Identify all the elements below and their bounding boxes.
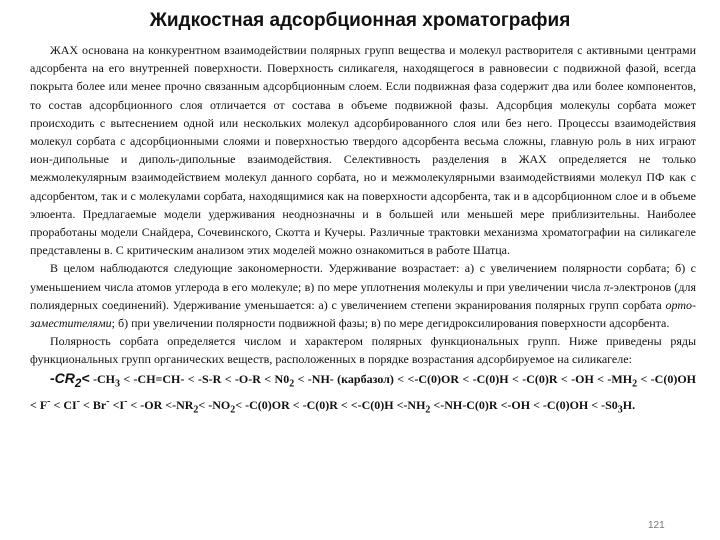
series-part: H.: [622, 398, 636, 413]
series-part: < -C(0)OH < F: [30, 371, 696, 413]
series-head-sub: 2: [74, 376, 82, 390]
regularities-text-3: ; б) при увеличении полярности подвижной фазы; в) по мере дегидроксилирования поверхности адсорбента.: [111, 316, 670, 331]
series-head: [50, 369, 90, 390]
series-head-lt: <: [81, 369, 90, 386]
series-sub: 2: [289, 378, 295, 390]
series-sup: -: [47, 396, 51, 408]
paragraph-intro: ЖАХ основана на конкурентном взаимодействии полярных групп вещества и молекул растворителя с активными центрами адсорбента на его внутренней поверхности. Поверхность силикагеля, находящегося в равновесии с подвижной фазой, всегда покрыта более или менее прочно связанным адсорбционным слоем. Если подвижная фаза содержит два или более компонентов, то состав адсорбционного слоя отличается от состава в объеме подвижной фазы. Адсорбция молекулы сорбата может происходить с вытеснением одной или нескольких молекул адсорбированного слоя или без него. Процессы взаимодействия молекул сорбата с адсорбционными слоями и поверхностью твердого адсорбента весьма сложны, главную роль в них играют ион-дипольные и диполь-дипольные взаимодействия. Селективность разделения в ЖАХ определяется не только межмолекулярным взаимодействием молекул данного сорбата, но и межмолекулярными взаимодействиями молекул ПФ как с адсорбентом, так и с молекулами сорбата, находящимися как на поверхности адсорбента, так и в адсорбционном слое и в объеме элюента. Предлагаемые модели удерживания неоднозначны и в большей или меньшей мере приблизительны. Наиболее проработаны модели Снайдера, Сочевинского, Скотта и Кучеры. Различные трактовки механизма хроматографии на силикагеле представлены в. С критическим анализом этих моделей можно ознакомиться в работе Шатца.: [30, 43, 696, 258]
series-head-text: -CR: [50, 369, 75, 386]
pi-symbol: π: [603, 279, 610, 294]
series-part: < -CH=CH- < -S-R < -O-R < N0: [119, 371, 290, 386]
series-part: < -NH- (карбазол) < <-C(0)OR < -C(0)H < -C(0)R < -OH < -MH: [294, 371, 633, 386]
series-part: < -OR <-NR: [127, 398, 194, 413]
series-sub: 2: [425, 404, 431, 416]
regularities-text-2: -электронов (для полиядерных соединений). Удерживание уменьшается: а) с увеличением степени экранирования полярных групп сорбата: [30, 279, 696, 312]
series-sup: -: [106, 396, 110, 408]
functional-group-series: [30, 369, 696, 420]
paragraph-regularities: [30, 259, 696, 332]
series-sub: 2: [193, 404, 199, 416]
series-part: -CH: [89, 371, 115, 386]
series-part: < Br: [80, 398, 107, 413]
ortho-term: орто-заместителями: [30, 297, 696, 331]
series-part: < CI: [50, 398, 77, 413]
page-title: Жидкостная адсорбционная хроматография: [149, 10, 571, 31]
series-part: < -C(0)OR < -C(0)R < <-C(0)H <-NH: [235, 398, 426, 413]
paragraph-polarity: Полярность сорбата определяется числом и характером полярных функциональных групп. Ниже приведены ряды функциональных групп органических веществ, расположенных в порядке возрастания адсорбируемое на силикагеле:: [30, 334, 696, 367]
series-part: <I: [109, 398, 125, 413]
series-part: <-NH-C(0)R <-OH < -C(0)OH < -S0: [430, 398, 618, 413]
series-sup: -: [76, 396, 81, 408]
series-part: < -NO: [198, 398, 231, 413]
series-sup: -: [124, 396, 128, 408]
series-sub: 2: [230, 404, 236, 416]
series-sub: 3: [617, 404, 623, 416]
page-number: 121: [648, 520, 665, 531]
regularities-text-1: В целом наблюдаются следующие закономерности. Удерживание возрастает: а) с увеличением полярности сорбата; б) с уменьшением числа атомов углерода в его молекуле; в) по мере уплотнения молекулы и при увеличении числа: [30, 261, 696, 294]
series-sub: 3: [114, 378, 120, 390]
series-sub: 2: [632, 378, 638, 390]
document-body: [30, 41, 696, 420]
